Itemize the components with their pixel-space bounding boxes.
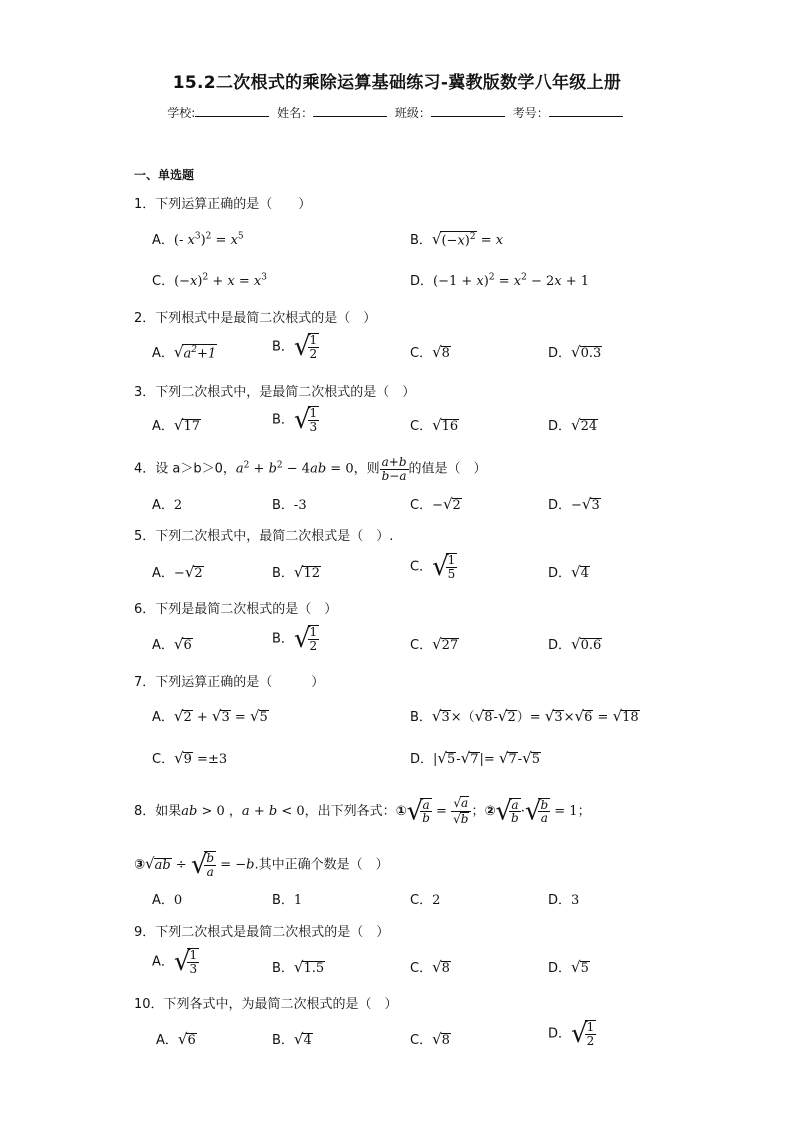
q9-option-d[interactable]: D．√5	[548, 958, 589, 976]
radical-sign: √	[293, 405, 311, 435]
option-label: D．	[410, 274, 434, 289]
option-label: A．	[152, 638, 174, 653]
q7-option-c[interactable]: C．√9 =±3	[152, 749, 228, 767]
q6-option-a[interactable]	[152, 634, 193, 654]
option-label: C．	[410, 893, 433, 908]
option-label: A．	[152, 954, 174, 970]
q8-option-b[interactable]	[272, 889, 302, 908]
question-8-stem-line2: ③√ab ÷ √ $\frac{b}{a}$ = −b.其中正确个数是（ ）	[134, 850, 389, 880]
q2-option-d[interactable]	[548, 342, 602, 362]
stem-part: 的值是（ ）	[408, 461, 487, 477]
formula: 27	[441, 638, 459, 653]
option-value: 3	[571, 893, 580, 908]
radical-sign: √	[571, 343, 581, 361]
formula: 6	[183, 638, 192, 653]
formula: a	[235, 461, 244, 477]
question-4-stem: 4．设 a＞b＞0，$a^2 + b^2 - 4ab = 0$，则 $\frac{a+b}{b-a}$ 的值是（ ）	[134, 455, 487, 483]
question-9-stem: 9．下列二次根式是最简二次根式的是（ ）	[134, 925, 390, 940]
q1-option-c[interactable]	[152, 270, 267, 289]
option-label: A．	[152, 346, 174, 361]
q9-option-a[interactable]: A．√ $\frac{1}{3}$	[152, 947, 198, 977]
formula: $√(-x)^2 = x$	[431, 230, 504, 248]
formula: $a^2+1$	[183, 344, 217, 361]
question-5-stem: 5．下列二次根式中，最简二次根式是（ ）.	[134, 529, 394, 544]
option-value: 2	[432, 893, 441, 908]
option-label: A．	[152, 233, 174, 248]
option-label: C．	[152, 752, 175, 767]
formula: 4	[580, 566, 589, 581]
radical-sign: √	[184, 563, 195, 581]
option-label: A．	[152, 566, 174, 581]
section-heading: 一、单选题	[134, 168, 195, 182]
q5-option-a[interactable]	[152, 562, 204, 582]
formula: 12	[303, 566, 321, 581]
q5-option-d[interactable]	[548, 562, 590, 582]
radical-sign: √	[571, 416, 581, 434]
q3-option-c[interactable]	[410, 415, 459, 435]
q1-option-a[interactable]	[152, 229, 244, 248]
option-value: 2	[173, 498, 183, 513]
option-label: B．	[272, 961, 294, 976]
q6-option-d[interactable]	[548, 634, 602, 654]
option-label: A．	[152, 419, 174, 434]
school-label: 学校:	[167, 106, 196, 120]
q4-option-a[interactable]	[152, 494, 182, 513]
option-label: C．	[410, 559, 433, 575]
radical-sign: √	[173, 416, 184, 434]
q8-option-c[interactable]	[410, 889, 440, 908]
q9-option-c[interactable]: C．√8	[410, 958, 450, 976]
q10-option-d[interactable]: D．√ $\frac{1}{2}$	[548, 1019, 595, 1049]
q10-option-a[interactable]: A．√6	[156, 1030, 196, 1048]
circled-number: ①	[395, 803, 407, 819]
radical-sign: √	[442, 495, 453, 513]
stem-part: ；	[471, 803, 485, 819]
q8-option-d[interactable]	[548, 889, 579, 908]
q7-option-b[interactable]: B．√3×（√8-√2）= √3×√6 = √18	[410, 707, 639, 725]
q5-option-c[interactable]	[410, 552, 457, 582]
radical-sign: √	[293, 624, 311, 654]
q3-option-b[interactable]	[272, 405, 319, 435]
question-3-stem: 3．下列二次根式中，是最简二次根式的是（ ）	[134, 385, 416, 400]
formula: 24	[580, 419, 598, 434]
q2-option-a[interactable]	[152, 342, 217, 362]
option-label: B．	[410, 233, 432, 248]
q6-option-c[interactable]	[410, 634, 459, 654]
q1-option-b[interactable]	[410, 229, 503, 249]
option-label: D．	[548, 1026, 572, 1042]
circled-number: ③	[134, 857, 146, 873]
student-info-line	[0, 104, 794, 121]
radical-sign: √	[432, 343, 442, 361]
option-label: A．	[152, 710, 174, 725]
option-label: A．	[152, 893, 174, 908]
radical-sign: √	[432, 416, 442, 434]
option-value: 0	[173, 893, 183, 908]
radical-sign: √	[432, 552, 449, 582]
radical-sign: √	[293, 332, 311, 362]
q4-option-c[interactable]	[410, 494, 462, 514]
formula: 2	[452, 498, 461, 513]
question-6-stem: 6．下列是最简二次根式的是（ ）	[134, 602, 338, 617]
option-label: D．	[410, 752, 434, 767]
number-label: 考号：	[512, 106, 549, 120]
formula: 8	[441, 346, 450, 361]
page-title: 15.2二次根式的乘除运算基础练习-冀教版数学八年级上册	[172, 73, 622, 93]
option-label: C．	[410, 638, 433, 653]
fraction: $\frac{1}{3}$	[309, 406, 318, 434]
radical-sign: √	[581, 495, 592, 513]
q2-option-b[interactable]	[272, 332, 319, 362]
radical-sign: √	[571, 635, 581, 653]
q3-option-d[interactable]	[548, 415, 598, 435]
formula: 2	[194, 566, 203, 581]
school-blank[interactable]	[195, 104, 269, 117]
formula: $(-1 + x)^2 = x^2 - 2x + 1$	[433, 272, 590, 289]
q8-option-a[interactable]	[152, 889, 182, 908]
option-label: B．	[272, 412, 294, 428]
option-label: B．	[272, 631, 294, 647]
stem-part: 8．如果	[134, 803, 182, 819]
fraction: $\frac{a+b}{b-a}$	[381, 455, 407, 483]
question-1-stem: 1．下列运算正确的是（ ）	[134, 197, 312, 212]
stem-part: ，则	[353, 461, 380, 477]
option-label: D．	[548, 961, 572, 976]
q10-option-c[interactable]: C．√8	[410, 1030, 450, 1048]
option-label: A．	[152, 498, 174, 513]
formula: −	[432, 498, 443, 513]
formula: 17	[183, 419, 201, 434]
option-label: C．	[410, 961, 433, 976]
option-value: -3	[293, 498, 307, 513]
option-label: C．	[410, 419, 433, 434]
stem-part: .其中正确个数是（ ）	[254, 857, 389, 873]
option-label: D．	[548, 346, 572, 361]
radical-sign: √	[173, 343, 184, 361]
formula: 0.6	[580, 638, 602, 653]
option-label: D．	[548, 638, 572, 653]
option-value: 1	[293, 893, 303, 908]
q3-option-a[interactable]	[152, 415, 201, 435]
q9-option-b[interactable]: B．√1.5	[272, 958, 325, 976]
option-label: C．	[410, 498, 433, 513]
option-label: D．	[548, 419, 572, 434]
radical-sign: √	[432, 635, 442, 653]
formula: 3	[591, 498, 600, 513]
fraction: $\frac{1}{2}$	[309, 333, 318, 361]
q4-option-d[interactable]	[548, 494, 601, 514]
q1-option-d[interactable]	[410, 270, 589, 289]
question-7-stem: 7．下列运算正确的是（ ）	[134, 675, 325, 690]
option-label: B．	[272, 893, 294, 908]
option-label: C．	[410, 346, 433, 361]
q5-option-b[interactable]	[272, 562, 321, 582]
formula: −	[173, 566, 185, 581]
q10-option-b[interactable]: B．√4	[272, 1030, 312, 1048]
option-label: B．	[272, 498, 294, 513]
option-label: C．	[152, 274, 175, 289]
option-label: D．	[548, 566, 572, 581]
option-label: B．	[410, 710, 432, 725]
class-blank[interactable]	[431, 104, 505, 117]
formula: −	[571, 498, 582, 513]
option-label: C．	[410, 1033, 433, 1048]
formula: (- $x^3)^2 = x^5$	[173, 231, 244, 248]
question-2-stem: 2．下列根式中是最简二次根式的是（ ）	[134, 311, 377, 326]
class-label: 班级：	[394, 106, 431, 120]
name-label: 姓名：	[277, 106, 314, 120]
radical-sign: √	[293, 563, 304, 581]
q7-option-a[interactable]: A．√2 + √3 = √5	[152, 707, 268, 725]
circled-number: ②	[484, 803, 496, 819]
fraction: $\frac{1}{2}$	[309, 625, 318, 653]
q7-option-d[interactable]: D．|√5-√7|= √7-√5	[410, 749, 540, 767]
option-label: B．	[272, 566, 294, 581]
stem-part: ，出下列各式：	[304, 803, 396, 819]
q4-option-b[interactable]	[272, 494, 307, 513]
number-blank[interactable]	[549, 104, 623, 117]
name-blank[interactable]	[313, 104, 387, 117]
q6-option-b[interactable]	[272, 624, 319, 654]
option-label: B．	[272, 339, 294, 355]
option-label: A．	[156, 1033, 178, 1048]
stem-part: 4．设 a＞b＞0，	[134, 461, 236, 477]
q2-option-c[interactable]	[410, 342, 451, 362]
option-label: D．	[548, 498, 572, 513]
radical-sign: √	[173, 635, 184, 653]
formula: 16	[441, 419, 459, 434]
option-label: D．	[548, 893, 572, 908]
question-8-stem: 8．如果ab > 0 ，a + b < 0，出下列各式：①√ $\frac{a}{b}$ = $\frac{√a}{√b}$ ；②√ $\frac{a}{b}$ ·√ $\frac{b}{a}$ = 1；	[134, 796, 591, 827]
question-10-stem: 10．下列各式中，为最简二次根式的是（ ）	[134, 997, 398, 1012]
formula: $(-x)^2 + x = x^3$	[174, 272, 267, 289]
formula: 0.3	[580, 346, 602, 361]
option-label: B．	[272, 1033, 294, 1048]
stem-part: ；	[577, 803, 591, 819]
fraction: $\frac{1}{5}$	[447, 553, 456, 581]
radical-sign: √	[571, 563, 581, 581]
